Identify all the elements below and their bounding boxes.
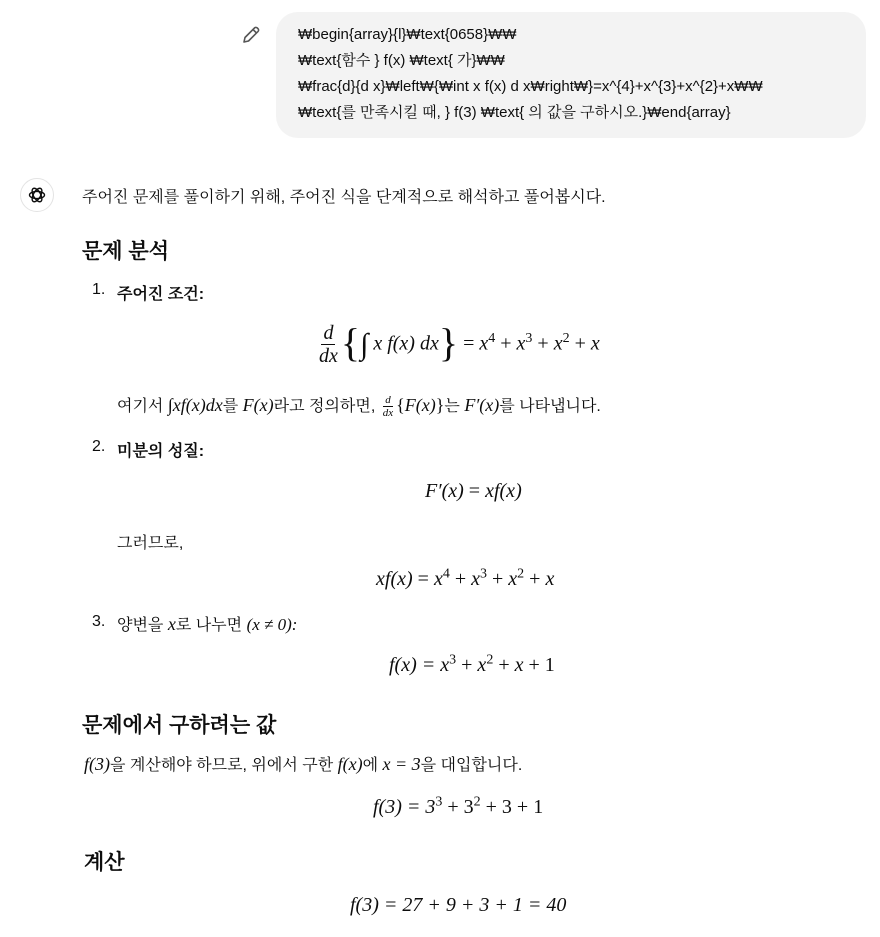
therefore-text: 그러므로, — [117, 535, 184, 552]
user-message-line: ₩text{를 만족시킬 때, } f(3) ₩text{ 의 값을 구하시오.}₩end{array} — [298, 104, 731, 121]
user-message-line: ₩text{함수 } f(x) ₩text{ 가}₩₩ — [298, 52, 505, 69]
pencil-icon — [240, 24, 262, 46]
definition-line: 여기서 ∫xf(x)dx를 F(x)라고 정의하면, $\frac{d}{dx}$ {F(x)}는 F′(x)를 나타냅니다. — [117, 393, 601, 419]
frac-denominator: dx — [319, 345, 338, 367]
step-label: 미분의 성질: — [117, 443, 205, 460]
equation-final: f(3) = 27 + 9 + 3 + 1 = 40 — [350, 894, 567, 916]
integrand: x f(x) dx — [373, 332, 439, 355]
goal-text: f(3)을 계산해야 하므로, 위에서 구한 f(x)에 x = 3을 대입합니다. — [84, 754, 523, 774]
equation-given: $\frac{d}{dx}$ {∫ x f(x) $dx\} = x^4 + x^3 + x^2 + x$ — [319, 320, 600, 367]
equation-xfx: $xf(x) = x^4 + x^3 + x^2 + x$ — [376, 566, 555, 590]
equation-fx: $f(x) = x^3 + x^2 + x + 1$ — [389, 652, 555, 676]
section-heading-calc: 계산 — [84, 851, 125, 874]
section-heading-analysis: 문제 분석 — [82, 240, 169, 263]
user-message-line: ₩frac{d}{d x}₩left₩{₩int x f(x) d x₩right₩}=x^{4}+x^{3}+x^{2}+x₩₩ — [298, 78, 763, 95]
edit-message-button[interactable] — [240, 24, 262, 46]
step-number: 2. — [92, 438, 106, 455]
equation-substitute: $f(3) = 3^3 + 3^2 + 3 + 1$ — [373, 794, 544, 818]
assistant-intro: 주어진 문제를 풀이하기 위해, 주어진 식을 단계적으로 해석하고 풀어봅시다. — [82, 189, 606, 206]
section-heading-goal: 문제에서 구하려는 값 — [82, 714, 277, 737]
assistant-avatar — [20, 178, 54, 212]
step-number: 3. — [92, 613, 106, 630]
frac-numerator: d — [323, 322, 334, 344]
step-number: 1. — [92, 281, 106, 298]
user-message-line: ₩begin{array}{l}₩text{0658}₩₩ — [298, 26, 517, 43]
equation-derivative: F′(x) = xf(x) — [425, 480, 522, 502]
step-label: 주어진 조건: — [117, 286, 205, 303]
user-message-bubble — [276, 12, 866, 138]
openai-logo-icon — [27, 185, 47, 205]
step-text: 양변을 x로 나누면 (x ≠ 0): — [117, 614, 298, 634]
